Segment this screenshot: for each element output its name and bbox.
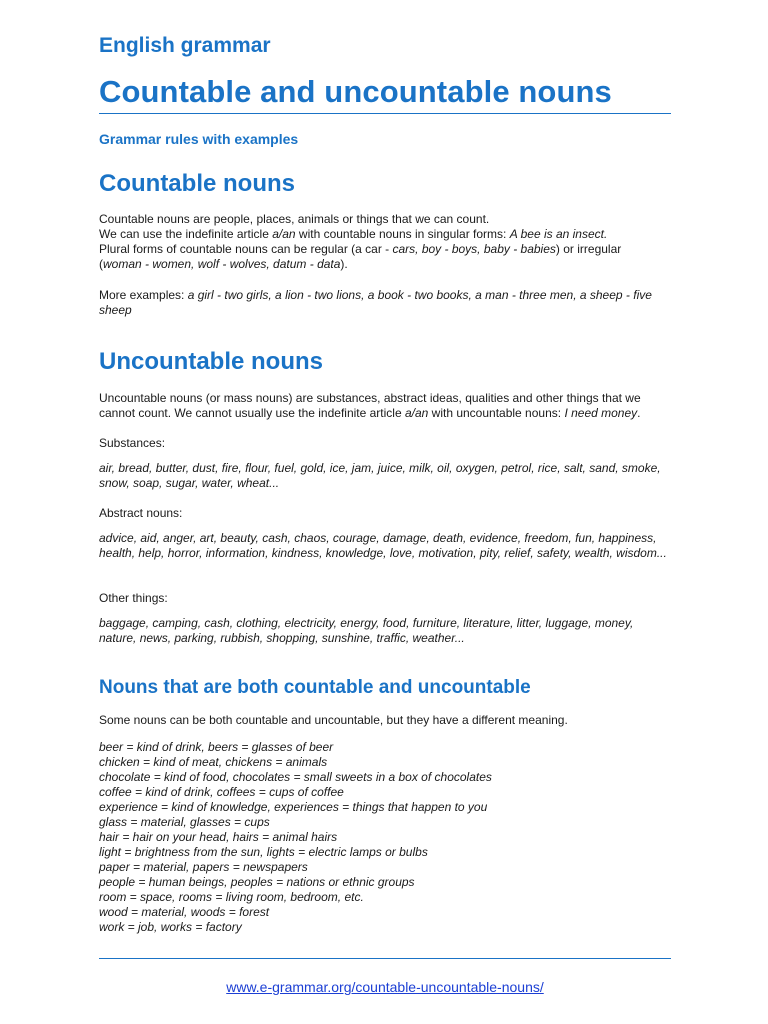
uncountable-intro-c: with uncountable nouns:	[428, 406, 565, 420]
abstract-label: Abstract nouns:	[99, 506, 183, 520]
list-item: coffee = kind of drink, coffees = cups of coffee	[99, 785, 344, 799]
footer	[99, 979, 671, 995]
countable-line-3a: Plural forms of countable nouns can be regular (a car -	[99, 242, 393, 256]
list-item: beer = kind of drink, beers = glasses of beer	[99, 740, 334, 754]
uncountable-intro-e: .	[637, 406, 641, 420]
more-examples-label: More examples:	[99, 288, 188, 302]
site-title: English grammar	[99, 34, 271, 57]
source-link[interactable]: www.e-grammar.org/countable-uncountable-nouns/	[226, 979, 544, 995]
countable-line-2b: a/an	[272, 227, 296, 241]
list-item: wood = material, woods = forest	[99, 905, 270, 919]
substances-label: Substances:	[99, 436, 166, 450]
list-item: room = space, rooms = living room, bedroom, etc.	[99, 890, 364, 904]
substances-list-text: air, bread, butter, dust, fire, flour, fuel, gold, ice, jam, juice, milk, oil, oxygen, petrol, rice, salt, sand, smoke, snow, soap, sugar, water, wheat...	[99, 461, 661, 490]
list-item: light = brightness from the sun, lights = electric lamps or bulbs	[99, 845, 428, 859]
both-list	[99, 740, 671, 935]
other-list-text: baggage, camping, cash, clothing, electricity, energy, food, furniture, literature, litter, luggage, money, nature, news, parking, rubbish, shopping, sunshine, traffic, weather...	[99, 616, 634, 645]
uncountable-intro	[99, 391, 671, 421]
other-list	[99, 616, 671, 646]
countable-line-2d: A bee is an insect.	[509, 227, 608, 241]
countable-paragraph	[99, 212, 671, 272]
countable-line-4b: woman - women, wolf - wolves, datum - data	[103, 257, 341, 271]
both-heading: Nouns that are both countable and uncountable	[99, 677, 531, 698]
list-item: hair = hair on your head, hairs = animal hairs	[99, 830, 338, 844]
countable-line-2c: with countable nouns in singular forms:	[295, 227, 510, 241]
uncountable-intro-b: a/an	[404, 406, 429, 420]
list-item: chicken = kind of meat, chickens = animals	[99, 755, 328, 769]
list-item: people = human beings, peoples = nations or ethnic groups	[99, 875, 415, 889]
page-title: Countable and uncountable nouns	[99, 74, 612, 109]
substances-list	[99, 461, 671, 491]
uncountable-intro-a: Uncountable nouns (or mass nouns) are substances, abstract ideas, qualities and other things that we cannot count. We cannot usually use the indefinite article	[99, 391, 641, 420]
countable-line-1: Countable nouns are people, places, animals or things that we can count.	[99, 212, 490, 226]
list-item: paper = material, papers = newspapers	[99, 860, 308, 874]
title-divider	[99, 113, 671, 114]
page-subtitle: Grammar rules with examples	[99, 131, 299, 147]
countable-line-4c: ).	[340, 257, 348, 271]
uncountable-heading: Uncountable nouns	[99, 348, 323, 375]
countable-heading: Countable nouns	[99, 170, 295, 197]
countable-more-examples	[99, 288, 671, 318]
footer-divider	[99, 958, 671, 959]
abstract-list	[99, 531, 671, 561]
list-item: experience = kind of knowledge, experiences = things that happen to you	[99, 800, 488, 814]
countable-line-3b: cars, boy - boys, baby - babies	[392, 242, 556, 256]
more-examples-list: a girl - two girls, a lion - two lions, a book - two books, a man - three men, a sheep - five sheep	[99, 288, 652, 317]
countable-line-4a: (	[99, 257, 103, 271]
list-item: chocolate = kind of food, chocolates = small sweets in a box of chocolates	[99, 770, 492, 784]
list-item: glass = material, glasses = cups	[99, 815, 270, 829]
uncountable-intro-d: I need money	[564, 406, 638, 420]
both-intro: Some nouns can be both countable and uncountable, but they have a different meaning.	[99, 713, 568, 727]
abstract-list-text: advice, aid, anger, art, beauty, cash, chaos, courage, damage, death, evidence, freedom, fun, happiness, health, help, horror, information, kindness, knowledge, love, motivation, pity, relief, safety, wealth, wisdom...	[99, 531, 667, 560]
countable-line-3c: ) or irregular	[555, 242, 622, 256]
list-item: work = job, works = factory	[99, 920, 242, 934]
countable-line-2a: We can use the indefinite article	[99, 227, 273, 241]
other-label: Other things:	[99, 591, 168, 605]
